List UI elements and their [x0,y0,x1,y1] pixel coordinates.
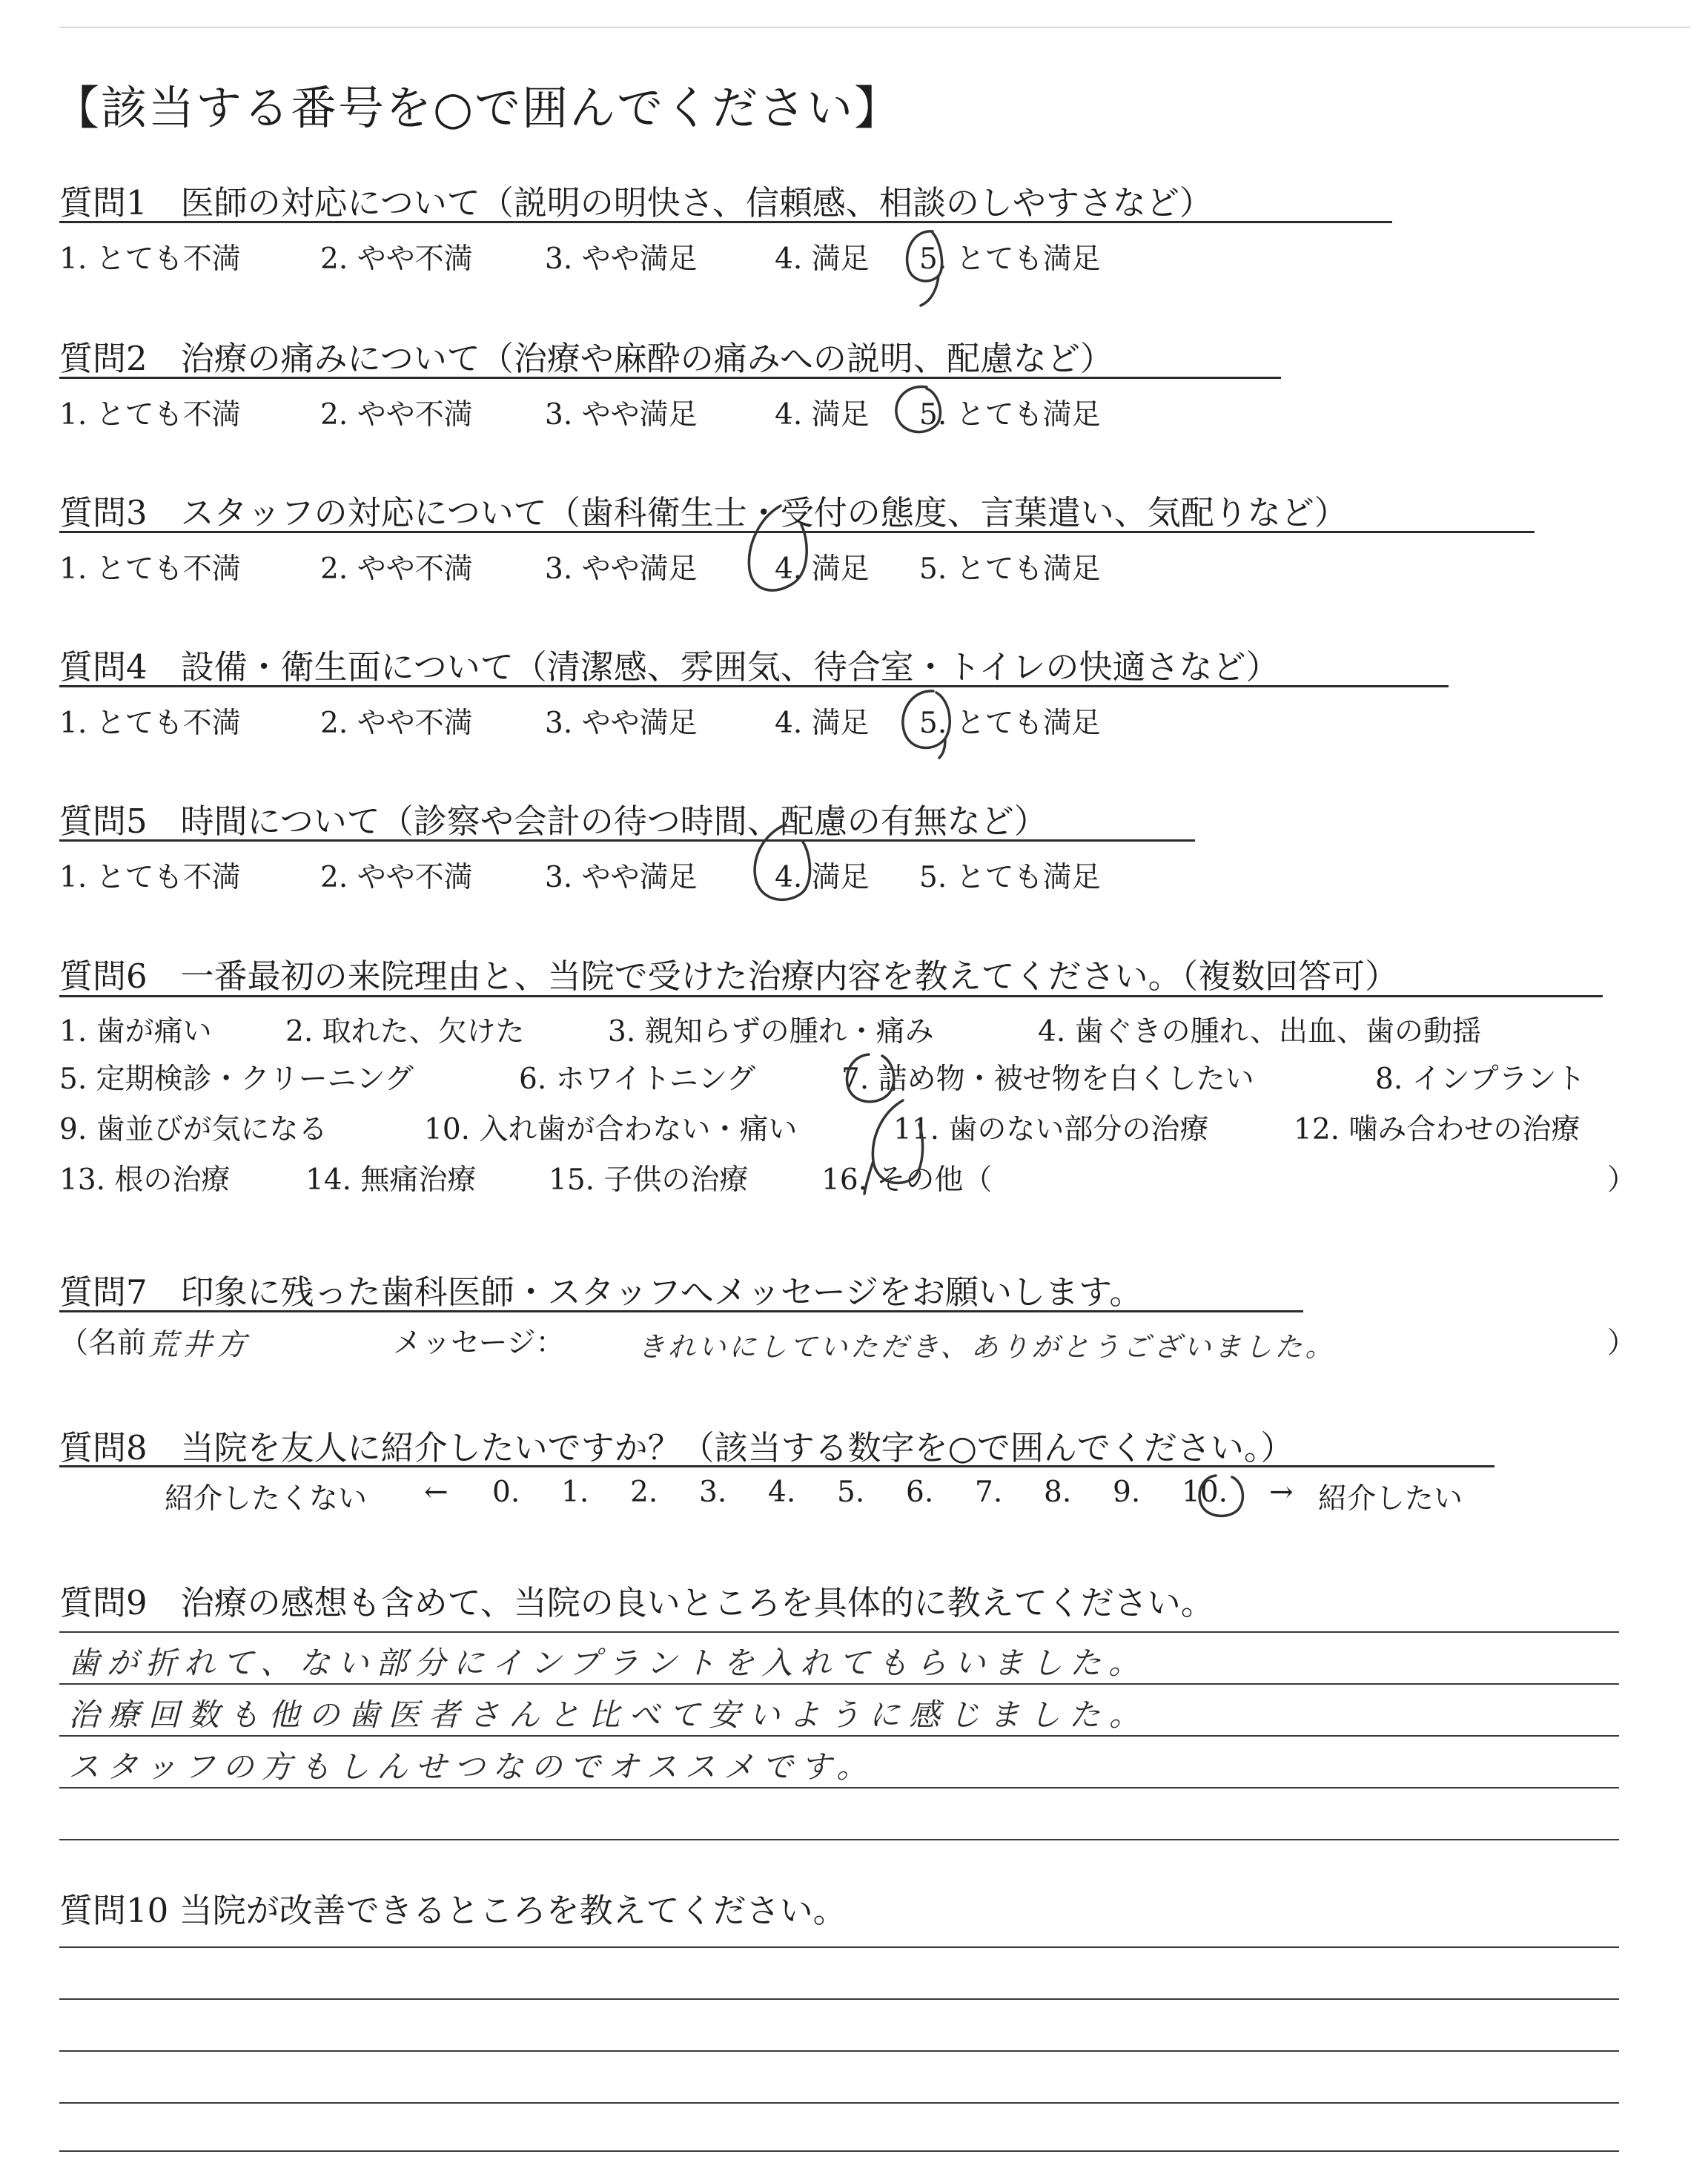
q1-option-3[interactable]: 3. やや満足 [545,242,698,276]
q7-name-label: （名前 [59,1327,147,1360]
q8-scale-3[interactable]: 3. [699,1476,727,1509]
q8-right-arrow: → [1269,1476,1294,1509]
q4-option-3[interactable]: 3. やや満足 [545,707,698,740]
q6-option-8[interactable]: 8. インプラント [1375,1063,1586,1096]
q6-other-close-paren: ） [1607,1163,1637,1197]
question-6-underline [59,995,1603,997]
question-10-title: 質問10 当院が改善できるところを教えてください。 [59,1891,847,1930]
q6-option-2[interactable]: 2. 取れた、欠けた [285,1015,525,1048]
question-3-title: 質問3 スタッフの対応について（歯科衛生士・受付の態度、言葉遣い、気配りなど） [59,493,1348,532]
q5-option-2[interactable]: 2. やや不満 [320,861,473,894]
q6-option-6[interactable]: 6. ホワイトニング [519,1063,756,1096]
q5-option-5[interactable]: 5. とても満足 [919,861,1101,894]
q9-answer-rule-2 [59,1683,1619,1685]
question-7-underline [59,1310,1303,1312]
q7-close-paren: ） [1607,1327,1637,1360]
q4-circle-mark [886,682,967,764]
q6-option-1[interactable]: 1. 歯が痛い [59,1015,212,1048]
q2-option-4[interactable]: 4. 満足 [775,398,870,432]
q5-circle-mark [734,816,830,912]
q6-option-10[interactable]: 10. 入れ歯が合わない・痛い [424,1113,798,1146]
question-1-underline [59,221,1392,223]
q3-circle-mark [730,495,827,607]
q8-scale-5[interactable]: 5. [837,1476,865,1509]
q9-answer-rule-4 [59,1787,1619,1789]
q6-option-11-circle-mark [853,1090,941,1201]
question-9-title: 質問9 治療の感想も含めて、当院の良いところを具体的に教えてください。 [59,1583,1214,1622]
page-top-rule [59,27,1690,28]
q2-option-5[interactable]: 5. とても満足 [919,398,1101,432]
q1-option-1[interactable]: 1. とても不満 [59,242,241,276]
q3-option-1[interactable]: 1. とても不満 [59,552,241,586]
question-8-title: 質問8 当院を友人に紹介したいですか？（該当する数字を○で囲んでください。） [59,1428,1294,1467]
q4-option-2[interactable]: 2. やや不満 [320,707,473,740]
q8-scale-6[interactable]: 6. [906,1476,934,1509]
q8-scale-0[interactable]: 0. [492,1476,520,1509]
q8-right-label: 紹介したい [1318,1482,1463,1516]
q3-option-5[interactable]: 5. とても満足 [919,552,1101,586]
question-5-title: 質問5 時間について（診察や会計の待つ時間、配慮の有無など） [59,802,1047,841]
q4-option-1[interactable]: 1. とても不満 [59,707,241,740]
q9-answer-rule-3 [59,1735,1619,1737]
q8-scale-4[interactable]: 4. [768,1476,796,1509]
q5-option-1[interactable]: 1. とても不満 [59,861,241,894]
q6-option-13[interactable]: 13. 根の治療 [59,1163,231,1197]
question-7-title: 質問7 印象に残った歯科医師・スタッフへメッセージをお願いします。 [59,1272,1143,1312]
q6-option-14[interactable]: 14. 無痛治療 [305,1163,477,1197]
q6-option-3[interactable]: 3. 親知らずの腫れ・痛み [608,1015,934,1048]
q10-answer-rule-4 [59,2102,1619,2104]
q1-option-4[interactable]: 4. 満足 [775,242,870,276]
q8-circle-mark [1186,1468,1260,1527]
q5-option-3[interactable]: 3. やや満足 [545,861,698,894]
q8-scale-10[interactable]: 10. [1182,1476,1228,1509]
q8-scale-9[interactable]: 9. [1113,1476,1141,1509]
q1-option-5[interactable]: 5. とても満足 [919,242,1101,276]
q10-answer-rule-3 [59,2050,1619,2052]
q10-answer-rule-2 [59,1998,1619,2000]
page-heading: 【該当する番号を○で囲んでください】 [53,81,902,135]
q3-option-3[interactable]: 3. やや満足 [545,552,698,586]
q2-circle-mark [882,378,964,445]
q6-option-7[interactable]: 7. 詰め物・被せ物を白くしたい [841,1063,1254,1096]
question-4-underline [59,685,1449,687]
q6-option-5[interactable]: 5. 定期検診・クリーニング [59,1063,414,1096]
q6-option-4[interactable]: 4. 歯ぐきの腫れ、出血、歯の動揺 [1038,1015,1481,1048]
q9-answer-line-3[interactable]: スタッフの方もしんせつなのでオススメです。 [68,1748,875,1785]
q1-option-2[interactable]: 2. やや不満 [320,242,473,276]
q8-scale-7[interactable]: 7. [975,1476,1003,1509]
q1-circle-mark [890,224,971,313]
q8-scale-8[interactable]: 8. [1044,1476,1072,1509]
question-6-title: 質問6 一番最初の来院理由と、当院で受けた治療内容を教えてください。（複数回答可） [59,957,1399,996]
q8-scale-2[interactable]: 2. [630,1476,658,1509]
q8-left-arrow: ← [424,1476,448,1509]
q9-answer-line-2[interactable]: 治療回数も他の歯医者さんと比べて安いように感じました。 [68,1697,1150,1733]
question-4-title: 質問4 設備・衛生面について（清潔感、雰囲気、待合室・トイレの快適さなど） [59,647,1280,687]
q8-left-label: 紹介したくない [165,1482,368,1516]
q6-option-12[interactable]: 12. 噛み合わせの治療 [1294,1113,1580,1146]
question-8-underline [59,1465,1494,1467]
q4-option-5[interactable]: 5. とても満足 [919,707,1101,740]
question-1-title: 質問1 医師の対応について（説明の明快さ、信頼感、相談のしやすさなど） [59,183,1213,222]
q10-answer-rule-1 [59,1946,1619,1948]
q2-option-3[interactable]: 3. やや満足 [545,398,698,432]
q7-name-handwritten[interactable]: 荒井方 [148,1328,251,1362]
q8-scale-1[interactable]: 1. [561,1476,589,1509]
q9-answer-rule-5 [59,1839,1619,1840]
q6-option-15[interactable]: 15. 子供の治療 [549,1163,749,1197]
q2-option-1[interactable]: 1. とても不満 [59,398,241,432]
q4-option-4[interactable]: 4. 満足 [775,707,870,740]
q10-answer-rule-5 [59,2150,1619,2152]
q6-option-16[interactable]: 16. その他（ [821,1163,993,1197]
q6-option-9[interactable]: 9. 歯並びが気になる [59,1113,328,1146]
q5-option-4[interactable]: 4. 満足 [775,861,870,894]
q9-answer-rule-1 [59,1631,1619,1633]
q7-message-handwritten[interactable]: きれいにしていただき、ありがとうございました。 [638,1331,1336,1363]
q9-answer-line-1[interactable]: 歯が折れて、ない部分にインプラントを入れてもらいました。 [68,1645,1148,1681]
q6-option-11[interactable]: 11. 歯のない部分の治療 [893,1113,1209,1146]
q2-option-2[interactable]: 2. やや不満 [320,398,473,432]
question-5-underline [59,839,1195,842]
question-2-underline [59,377,1281,379]
q3-option-2[interactable]: 2. やや不満 [320,552,473,586]
q3-option-4[interactable]: 4. 満足 [775,552,870,586]
question-2-title: 質問2 治療の痛みについて（治療や麻酔の痛みへの説明、配慮など） [59,339,1113,378]
q7-message-label: メッセージ： [393,1327,565,1360]
